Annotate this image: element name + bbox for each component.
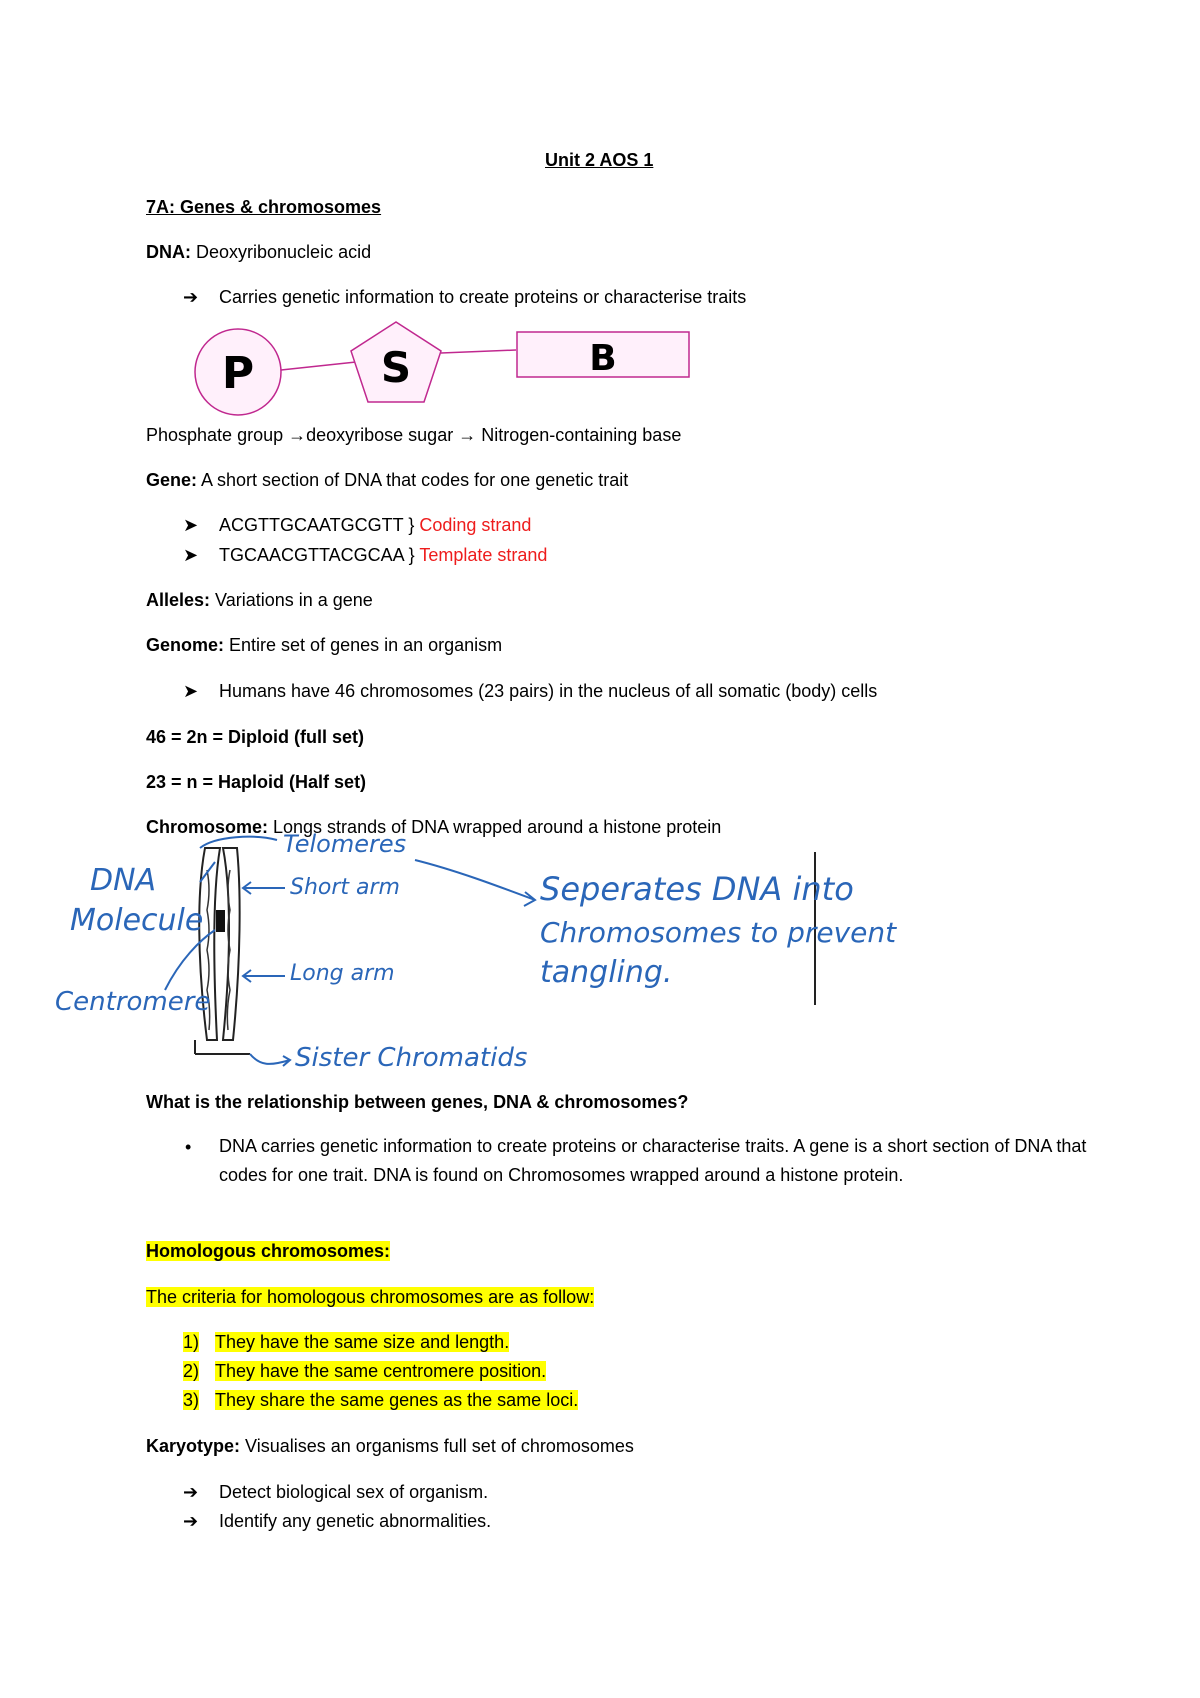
base-label: B <box>589 338 617 379</box>
note-line: Seperates DNA into <box>540 870 854 908</box>
criteria-item <box>183 1360 546 1382</box>
term-text: Visualises an organisms full set of chromosomes <box>240 1436 634 1456</box>
section-heading: 7A: Genes & chromosomes <box>146 197 382 217</box>
long-arm-arrow <box>243 970 285 982</box>
answer-paragraph: DNA carries genetic information to create proteins or characterise traits. A gene is a short section of DNA that codes for one trait. DNA is found on Chromosomes wrapped around a histone protein. <box>219 1136 1087 1185</box>
diploid-line: 46 = 2n = Diploid (full set) <box>146 727 365 747</box>
chromosome-diagram <box>55 830 897 1073</box>
karyotype-point: Detect biological sex of organism. <box>219 1482 489 1502</box>
strand-sequence: TGCAACGTTACGCAA } <box>219 545 420 565</box>
highlighted-text: The criteria for homologous chromosomes are as follow: <box>146 1287 595 1307</box>
phosphate-label: P <box>221 348 255 399</box>
note-arrow <box>415 860 535 906</box>
chevron-bullet-icon: ➤ <box>183 545 199 565</box>
chevron-bullet-icon: ➤ <box>183 515 199 535</box>
arrow-bullet-icon: ➔ <box>183 287 199 307</box>
strand-sequence: ACGTTGCAATGCGTT } <box>219 515 420 535</box>
criteria-text: They have the same size and length. <box>215 1332 510 1352</box>
dot-bullet-icon: • <box>185 1137 192 1157</box>
genome-definition <box>146 634 502 656</box>
term-text: Entire set of genes in an organism <box>224 635 503 655</box>
centromere-label: Centromere <box>55 987 211 1017</box>
term-text: A short section of DNA that codes for one genetic trait <box>197 470 629 490</box>
term-label: Alleles: <box>146 590 211 610</box>
note-line: Chromosomes to prevent <box>540 916 897 949</box>
dna-molecule-label: DNA <box>90 863 157 898</box>
dna-point: Carries genetic information to create proteins or characterise traits <box>219 287 747 307</box>
doc-title: Unit 2 AOS 1 <box>545 150 654 170</box>
term-label: Genome: <box>146 635 225 655</box>
coding-strand-line <box>219 514 531 536</box>
karyotype-definition <box>146 1435 634 1457</box>
term-label: DNA: <box>146 242 191 262</box>
telomeres-label: Telomeres <box>283 830 407 858</box>
strand-label: Template strand <box>419 545 548 565</box>
long-arm-label: Long arm <box>290 961 395 986</box>
bond-line <box>441 350 516 353</box>
highlighted-text: Homologous chromosomes: <box>146 1241 391 1261</box>
criteria-item <box>183 1331 509 1353</box>
telomere-arrow <box>200 837 277 848</box>
sugar-label: S <box>380 343 412 392</box>
short-arm-label: Short arm <box>290 875 400 900</box>
criteria-number: 2) <box>183 1361 200 1381</box>
term-label: Chromosome: <box>146 817 269 837</box>
short-arm-arrow <box>243 882 285 894</box>
term-text: Deoxyribonucleic acid <box>191 242 372 262</box>
question-heading: What is the relationship between genes, DNA & chromosomes? <box>146 1092 689 1112</box>
alleles-definition <box>146 589 373 611</box>
bond-line <box>281 362 356 370</box>
term-text: Variations in a gene <box>210 590 373 610</box>
nucleotide-diagram <box>180 320 700 430</box>
chevron-bullet-icon: ➤ <box>183 681 199 701</box>
strand-label: Coding strand <box>419 515 532 535</box>
arrow-bullet-icon: ➔ <box>183 1482 199 1502</box>
term-text: Longs strands of DNA wrapped around a histone protein <box>268 817 722 837</box>
centromere-mark <box>216 910 225 932</box>
sister-arrow <box>250 1054 290 1066</box>
criteria-item <box>183 1389 578 1411</box>
criteria-number: 3) <box>183 1390 200 1410</box>
criteria-text: They share the same genes as the same loci. <box>215 1390 579 1410</box>
gene-definition <box>146 469 628 491</box>
dna-molecule-label: Molecule <box>70 903 204 938</box>
term-label: Karyotype: <box>146 1436 241 1456</box>
dna-definition <box>146 241 371 263</box>
arrow-bullet-icon: ➔ <box>183 1511 199 1531</box>
homologous-heading <box>146 1240 390 1262</box>
criteria-text: They have the same centromere position. <box>215 1361 547 1381</box>
nucleotide-caption: Phosphate group →deoxyribose sugar → Nitrogen-containing base <box>146 425 682 445</box>
criteria-number: 1) <box>183 1332 200 1352</box>
criteria-intro <box>146 1286 594 1308</box>
template-strand-line <box>219 544 547 566</box>
karyotype-point: Identify any genetic abnormalities. <box>219 1511 492 1531</box>
term-label: Gene: <box>146 470 198 490</box>
chromatid-right <box>223 848 240 1040</box>
haploid-line: 23 = n = Haploid (Half set) <box>146 772 367 792</box>
sister-chromatids-label: Sister Chromatids <box>295 1043 528 1073</box>
note-line: tangling. <box>540 955 673 990</box>
genome-point: Humans have 46 chromosomes (23 pairs) in the nucleus of all somatic (body) cells <box>219 681 878 701</box>
